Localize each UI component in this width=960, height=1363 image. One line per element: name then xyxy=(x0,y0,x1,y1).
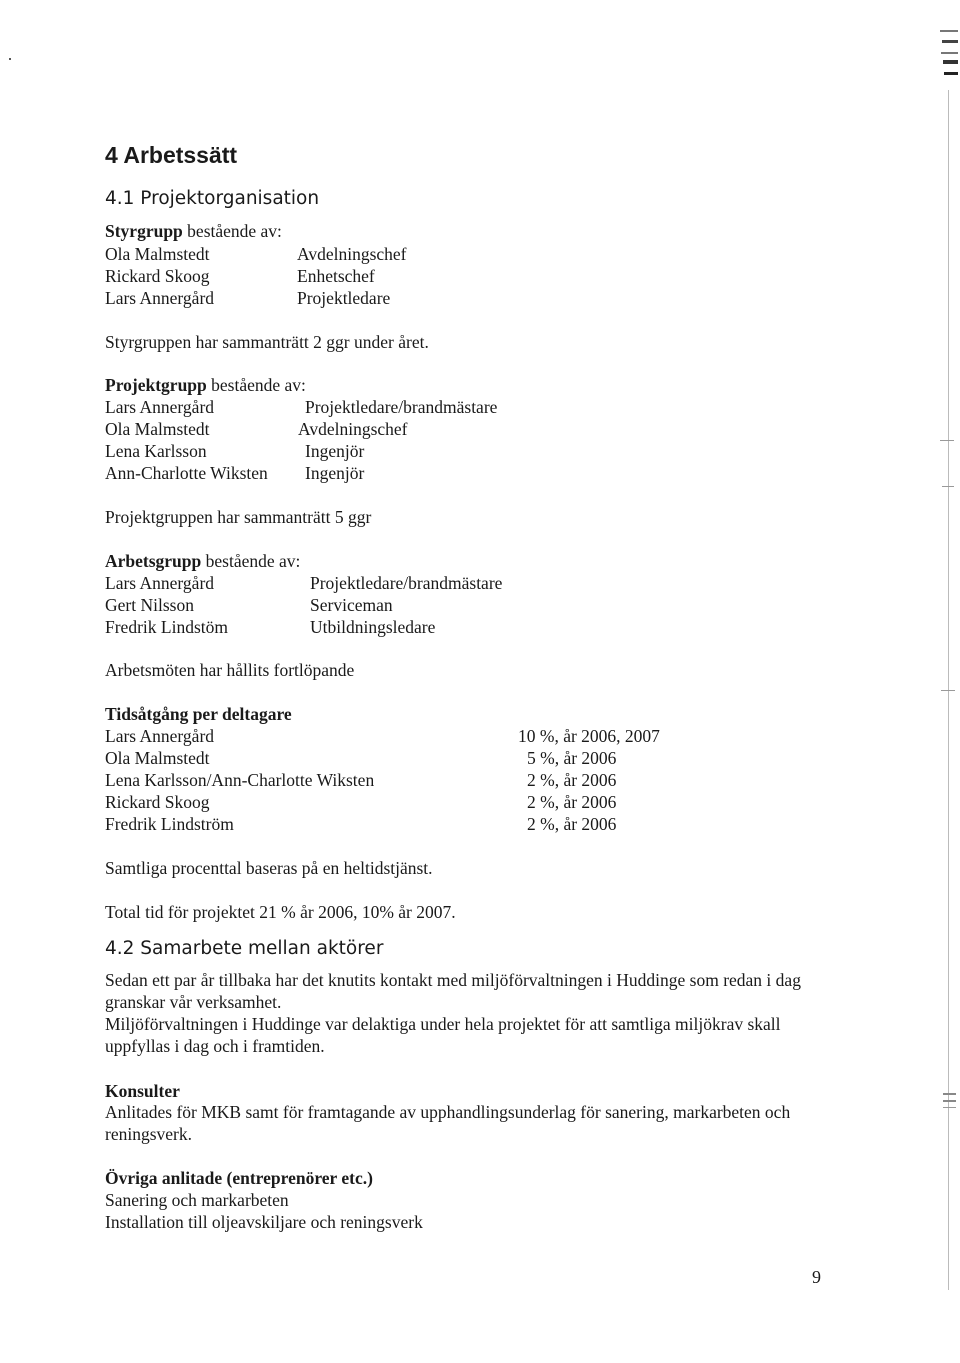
projektgrupp-heading xyxy=(105,374,306,396)
time-row-name: Lars Annergård xyxy=(105,726,215,746)
scan-speck xyxy=(9,58,11,60)
konsulter-text: Anlitades för MKB samt för framtagande av upphandlingsunderlag för sanering, markarbeten och reningsverk. xyxy=(105,1102,791,1144)
member-role: Projektledare/brandmästare xyxy=(310,573,503,593)
member-name: Rickard Skoog xyxy=(105,266,210,286)
sec42-para-2: Miljöförvaltningen i Huddinge var delaktiga under hela projektet för att samtliga miljökrav skall uppfyllas i dag och i framtiden. xyxy=(105,1014,781,1056)
styrgrupp-heading-bold: Styrgrupp xyxy=(105,221,183,241)
section-title-4-2: 4.2 Samarbete mellan aktörer xyxy=(105,938,384,959)
member-role: Projektledare/brandmästare xyxy=(305,397,498,417)
ovriga-heading xyxy=(105,1167,373,1189)
member-role: Ingenjör xyxy=(305,441,365,461)
page-number: 9 xyxy=(812,1267,821,1287)
section-title-4-1: 4.1 Projektorganisation xyxy=(105,188,320,209)
member-name: Ola Malmstedt xyxy=(105,244,210,264)
time-row-value: 2 %, år 2006 xyxy=(527,792,617,812)
time-row-name: Rickard Skoog xyxy=(105,792,210,812)
time-row-value: 2 %, år 2006 xyxy=(527,814,617,834)
member-name: Gert Nilsson xyxy=(105,595,194,615)
time-row-value: 5 %, år 2006 xyxy=(527,748,617,768)
arbetsgrupp-heading xyxy=(105,550,300,572)
chapter-title: 4 Arbetssätt xyxy=(105,142,238,168)
time-row-value: 10 %, år 2006, 2007 xyxy=(518,726,660,746)
projektgrupp-heading-rest: bestående av: xyxy=(206,375,306,395)
member-role: Utbildningsledare xyxy=(310,617,436,637)
styrgrupp-heading-rest: bestående av: xyxy=(182,221,282,241)
member-role: Serviceman xyxy=(310,595,393,615)
konsulter-heading-bold: Konsulter xyxy=(105,1081,180,1101)
member-name: Lars Annergård xyxy=(105,288,215,308)
member-role: Ingenjör xyxy=(305,463,365,483)
member-role: Avdelningschef xyxy=(298,419,408,439)
member-name: Ann-Charlotte Wiksten xyxy=(105,463,268,483)
tidsatgang-note: Samtliga procenttal baseras på en heltidstjänst. xyxy=(105,858,433,878)
member-name: Lars Annergård xyxy=(105,573,215,593)
time-row-name: Fredrik Lindström xyxy=(105,814,234,834)
konsulter-heading xyxy=(105,1080,180,1102)
ovriga-heading-bold: Övriga anlitade (entreprenörer etc.) xyxy=(105,1168,373,1188)
arbetsgrupp-heading-rest: bestående av: xyxy=(201,551,301,571)
styrgrupp-note: Styrgruppen har sammanträtt 2 ggr under året. xyxy=(105,332,429,352)
member-name: Ola Malmstedt xyxy=(105,419,210,439)
member-name: Lars Annergård xyxy=(105,397,215,417)
ovriga-line: Installation till oljeavskiljare och reningsverk xyxy=(105,1212,423,1232)
member-role: Enhetschef xyxy=(297,266,375,286)
tidsatgang-total: Total tid för projektet 21 % år 2006, 10% år 2007. xyxy=(105,902,456,922)
time-row-name: Lena Karlsson/Ann-Charlotte Wiksten xyxy=(105,770,375,790)
arbetsgrupp-note: Arbetsmöten har hållits fortlöpande xyxy=(105,660,355,680)
time-row-name: Ola Malmstedt xyxy=(105,748,210,768)
sec42-para-1: Sedan ett par år tillbaka har det knutits kontakt med miljöförvaltningen i Huddinge som redan i dag granskar vår verksamhet. xyxy=(105,970,801,1012)
arbetsgrupp-heading-bold: Arbetsgrupp xyxy=(105,551,202,571)
member-name: Fredrik Lindstöm xyxy=(105,617,228,637)
member-role: Projektledare xyxy=(297,288,391,308)
projektgrupp-heading-bold: Projektgrupp xyxy=(105,375,207,395)
scan-edge-artifacts xyxy=(938,0,960,1363)
time-row-value: 2 %, år 2006 xyxy=(527,770,617,790)
styrgrupp-heading xyxy=(105,220,282,242)
tidsatgang-heading-bold: Tidsåtgång per deltagare xyxy=(105,704,292,724)
tidsatgang-heading xyxy=(105,703,292,725)
ovriga-line: Sanering och markarbeten xyxy=(105,1190,289,1210)
member-role: Avdelningschef xyxy=(297,244,407,264)
sec42-paragraphs xyxy=(105,969,845,1057)
member-name: Lena Karlsson xyxy=(105,441,207,461)
projektgrupp-note: Projektgruppen har sammanträtt 5 ggr xyxy=(105,507,372,527)
